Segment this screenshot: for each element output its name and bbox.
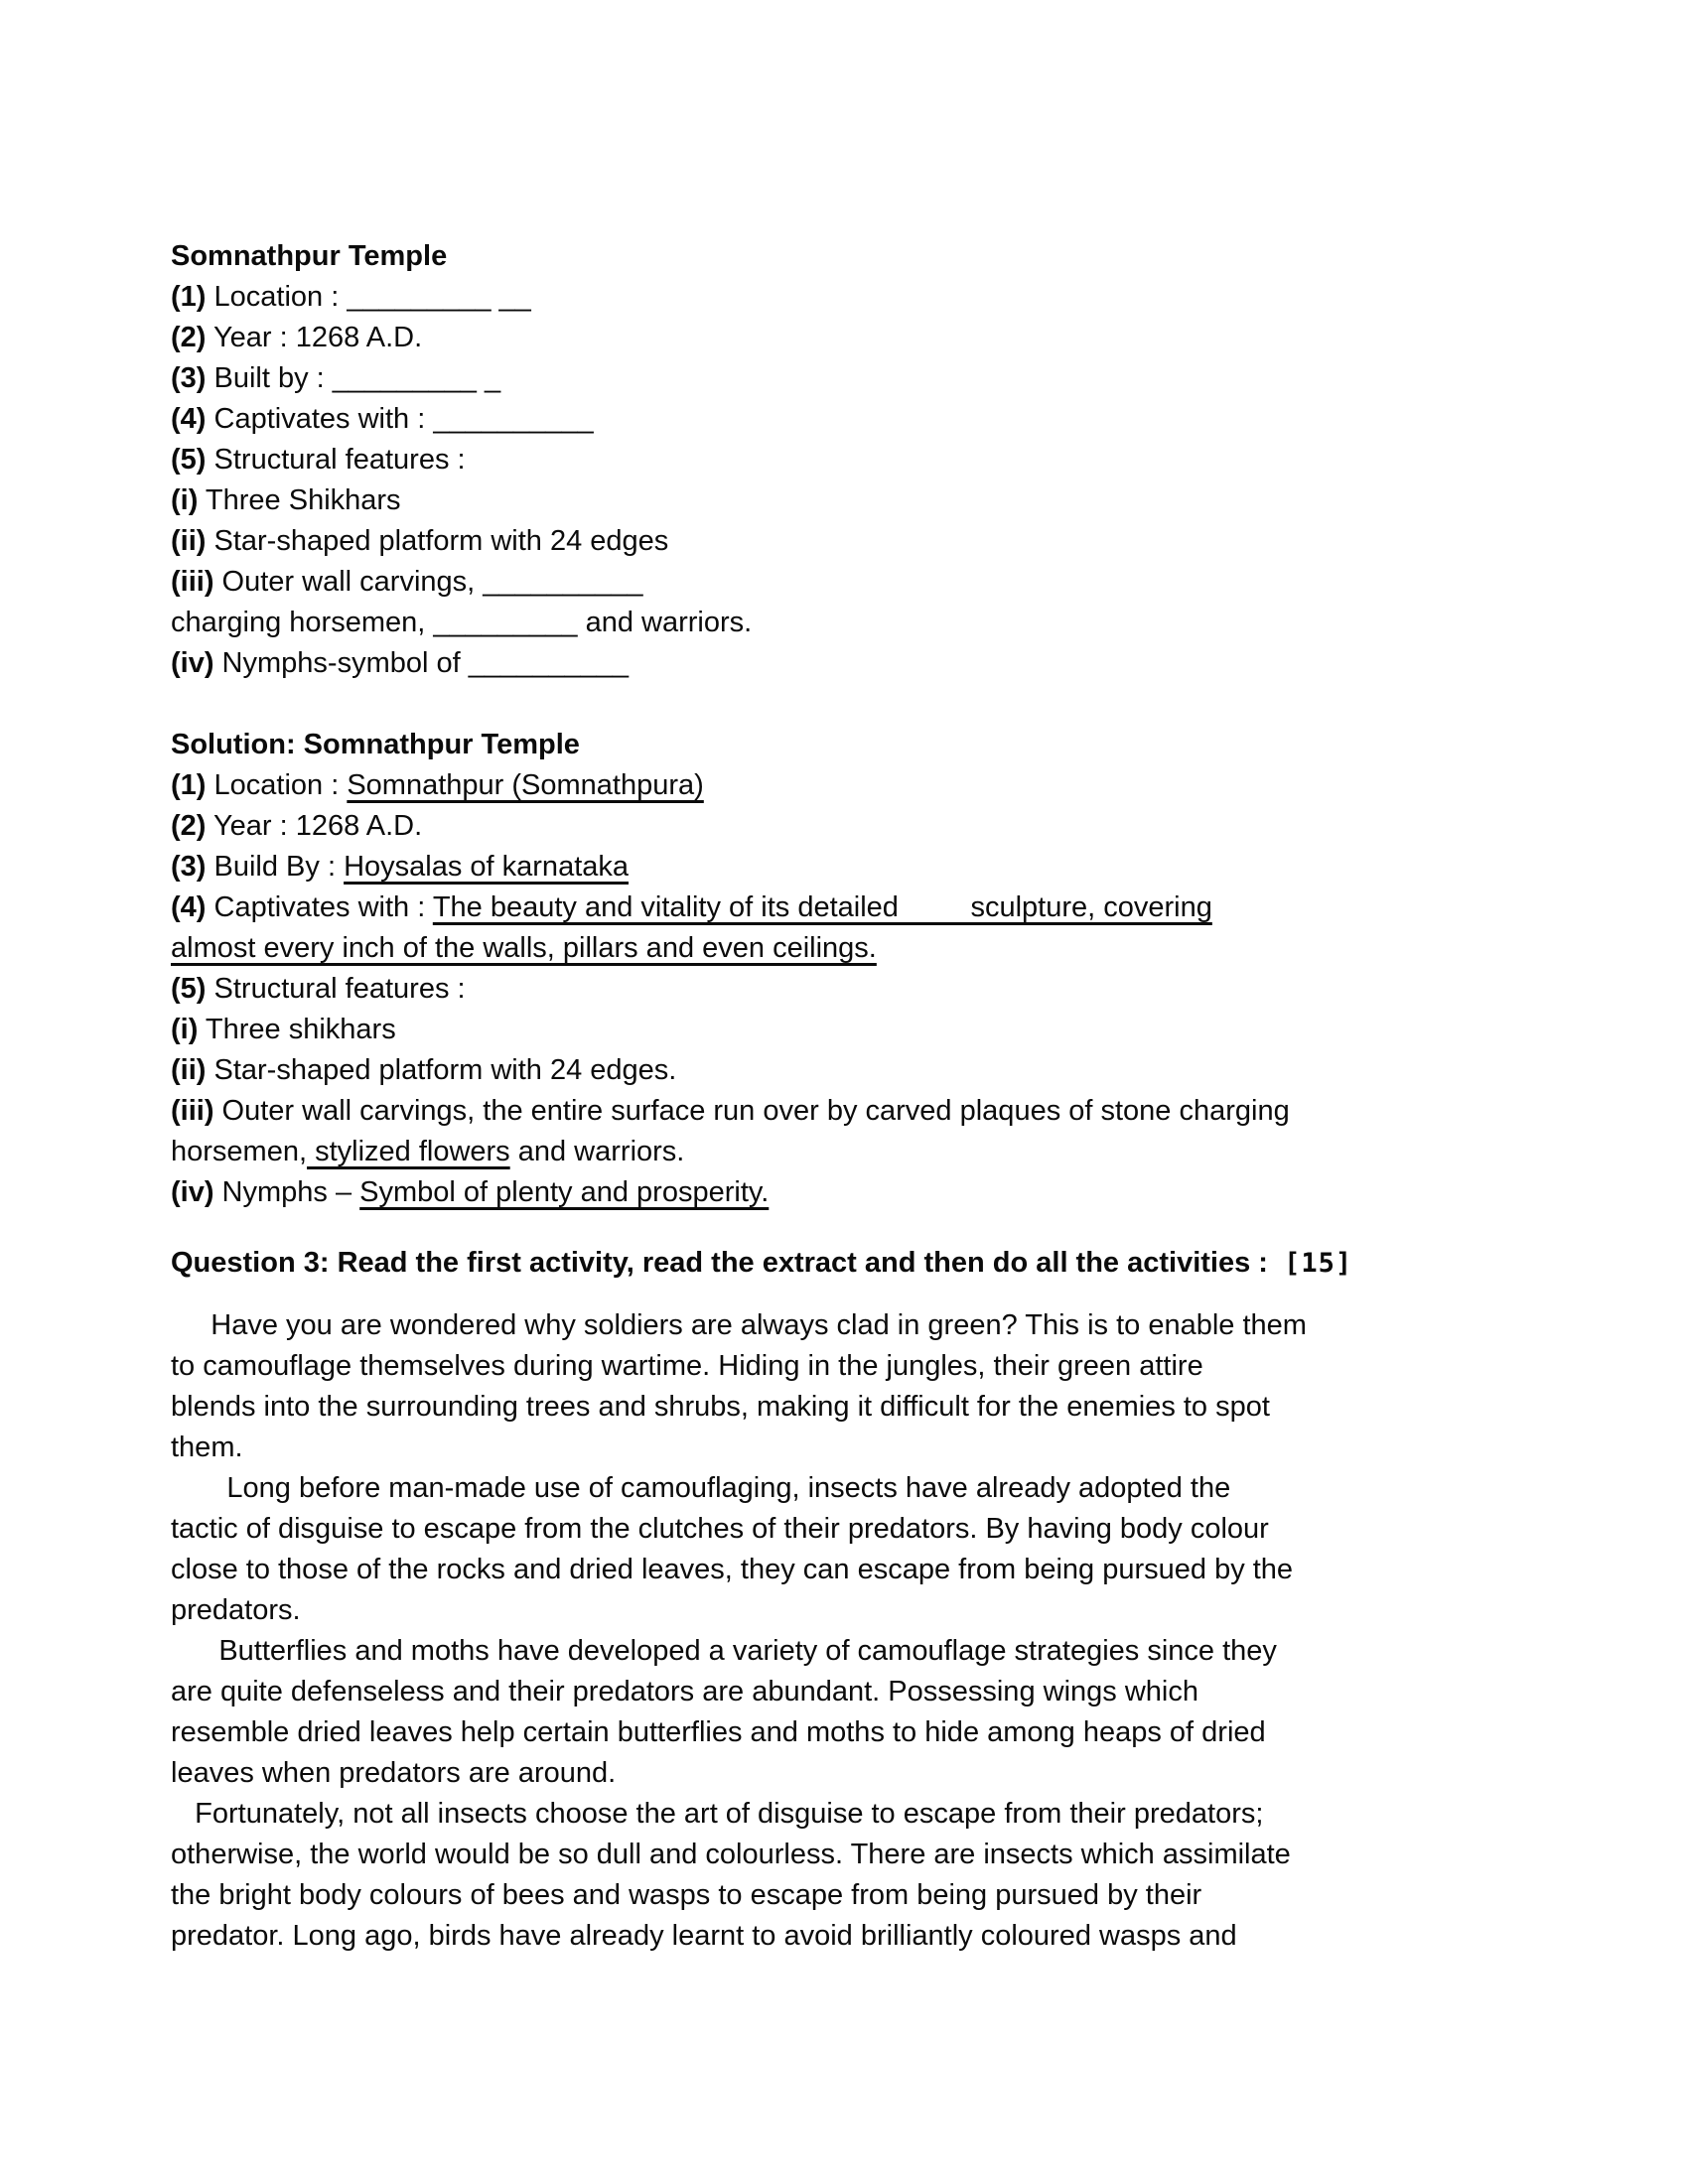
bold-text: (i): [171, 484, 199, 516]
text-run: Captivates with :: [206, 891, 433, 923]
text-line: [171, 1590, 1470, 1631]
fill-in-blank: __________: [483, 566, 643, 598]
text-line: [171, 1468, 1470, 1509]
text-run: predators.: [171, 1594, 301, 1626]
text-line: [171, 643, 1470, 684]
fill-in-blank: _________: [433, 607, 578, 638]
text-line: [171, 1387, 1470, 1428]
text-line: [171, 480, 1470, 521]
underlined-answer: Somnathpur (Somnathpura): [347, 769, 704, 801]
bold-text: (i): [171, 1014, 199, 1045]
text-line: [171, 928, 1470, 969]
fill-in-blank: __________: [468, 647, 630, 679]
text-run: Built by :: [206, 362, 333, 394]
bold-text: (iv): [171, 647, 214, 679]
text-line: [171, 969, 1470, 1010]
text-line: [171, 1916, 1470, 1957]
bold-text: (4): [171, 403, 207, 435]
text-run: blends into the surrounding trees and shrubs, making it difficult for the enemies to spot: [171, 1391, 1270, 1423]
bold-text: Solution: Somnathpur Temple: [171, 729, 580, 760]
text-line: [171, 1091, 1470, 1132]
text-run: to camouflage themselves during wartime. Hiding in the jungles, their green attire: [171, 1350, 1203, 1382]
text-run: Structural features :: [206, 444, 466, 476]
text-run: tactic of disguise to escape from the clutches of their predators. By having body colour: [171, 1513, 1269, 1545]
text-run: Nymphs –: [213, 1176, 360, 1208]
text-line: [171, 1712, 1470, 1753]
text-run: Structural features :: [206, 973, 466, 1005]
text-line: [171, 847, 1470, 887]
bold-text: Somnathpur Temple: [171, 240, 448, 272]
text-run: Star-shaped platform with 24 edges: [206, 525, 669, 557]
bold-text: (2): [171, 810, 207, 842]
question-heading: [171, 1243, 1470, 1284]
text-line: [171, 765, 1470, 806]
marks-badge: [15]: [1284, 1248, 1353, 1279]
text-run: charging horsemen,: [171, 607, 434, 638]
text-line: [171, 1346, 1470, 1387]
text-run: Captivates with :: [206, 403, 434, 435]
bold-text: (3): [171, 851, 207, 883]
text-run: the bright body colours of bees and wasps to escape from being pursued by their: [171, 1879, 1202, 1911]
underlined-answer: almost every inch of the walls, pillars and even ceilings.: [171, 932, 877, 964]
text-line: [171, 806, 1470, 847]
text-run: predator. Long ago, birds have already learnt to avoid brilliantly coloured wasps and: [171, 1920, 1237, 1952]
text-run: Star-shaped platform with 24 edges.: [206, 1054, 677, 1086]
temple-solution: [171, 725, 1470, 1213]
bold-text: (5): [171, 444, 207, 476]
text-line: [171, 1875, 1470, 1916]
bold-text: (iii): [171, 566, 214, 598]
bold-text: (2): [171, 322, 207, 353]
bold-text: (iv): [171, 1176, 214, 1208]
text-line: [171, 1050, 1470, 1091]
text-line: [171, 1794, 1470, 1835]
fill-in-blank: _________ _: [332, 362, 501, 394]
text-line: [171, 1428, 1470, 1468]
bold-text: Question 3: Read the first activity, read the extract and then do all the activities :: [171, 1247, 1268, 1279]
text-line: [171, 1305, 1470, 1346]
text-run: Year : 1268 A.D.: [206, 322, 423, 353]
bold-text: (5): [171, 973, 207, 1005]
bold-text: (ii): [171, 525, 207, 557]
text-line: [171, 1550, 1470, 1590]
text-line: [171, 1010, 1470, 1050]
text-run: Build By :: [206, 851, 345, 883]
text-line: [171, 1172, 1470, 1213]
bold-text: (4): [171, 891, 207, 923]
text-line: [171, 521, 1470, 562]
text-run: Nymphs-symbol of: [213, 647, 469, 679]
underlined-answer: stylized flowers: [307, 1136, 510, 1167]
bold-text: (ii): [171, 1054, 207, 1086]
text-run: Location :: [206, 281, 348, 313]
bold-text: (3): [171, 362, 207, 394]
text-run: horsemen,: [171, 1136, 308, 1167]
text-line: [171, 725, 1470, 765]
text-run: are quite defenseless and their predators are abundant. Possessing wings which: [171, 1676, 1198, 1707]
underlined-answer: Hoysalas of karnataka: [344, 851, 630, 883]
text-line: [171, 1509, 1470, 1550]
text-run: Long before man-made use of camouflaging, insects have already adopted the: [171, 1472, 1231, 1504]
text-line: [171, 1631, 1470, 1672]
text-run: Have you are wondered why soldiers are always clad in green? This is to enable them: [171, 1309, 1307, 1341]
text-run: Three Shikhars: [198, 484, 401, 516]
text-line: [171, 277, 1470, 318]
bold-text: (1): [171, 769, 207, 801]
text-line: [171, 440, 1470, 480]
text-run: leaves when predators are around.: [171, 1757, 617, 1789]
reading-passage: [171, 1305, 1470, 1957]
text-line: [171, 1835, 1470, 1875]
bold-text: (1): [171, 281, 207, 313]
text-run: Butterflies and moths have developed a variety of camouflage strategies since they: [171, 1635, 1277, 1667]
text-line: [171, 1243, 1470, 1284]
text-run: [1268, 1247, 1284, 1279]
text-run: and warriors.: [509, 1136, 685, 1167]
text-line: [171, 887, 1470, 928]
underlined-answer: The beauty and vitality of its detailed sculpture, covering: [432, 891, 1212, 923]
text-run: Outer wall carvings,: [213, 566, 484, 598]
text-run: resemble dried leaves help certain butterflies and moths to hide among heaps of dried: [171, 1716, 1266, 1748]
text-run: and warriors.: [577, 607, 753, 638]
fill-in-blank: __________: [433, 403, 594, 435]
text-line: [171, 236, 1470, 277]
text-run: Outer wall carvings, the entire surface run over by carved plaques of stone charging: [213, 1095, 1290, 1127]
temple-notes: [171, 236, 1470, 684]
text-line: [171, 1753, 1470, 1794]
text-run: close to those of the rocks and dried leaves, they can escape from being pursued by the: [171, 1554, 1294, 1585]
text-line: [171, 562, 1470, 603]
underlined-answer: Symbol of plenty and prosperity.: [359, 1176, 770, 1208]
fill-in-blank: _________ __: [347, 281, 531, 313]
text-run: them.: [171, 1432, 243, 1463]
text-line: [171, 358, 1470, 399]
text-line: [171, 318, 1470, 358]
text-run: Fortunately, not all insects choose the art of disguise to escape from their predators;: [171, 1798, 1264, 1830]
text-line: [171, 1672, 1470, 1712]
text-run: otherwise, the world would be so dull and colourless. There are insects which assimilate: [171, 1839, 1291, 1870]
text-line: [171, 1132, 1470, 1172]
text-line: [171, 603, 1470, 643]
text-run: Location :: [206, 769, 348, 801]
bold-text: (iii): [171, 1095, 214, 1127]
text-run: Year : 1268 A.D.: [206, 810, 423, 842]
text-line: [171, 399, 1470, 440]
text-run: Three shikhars: [198, 1014, 396, 1045]
